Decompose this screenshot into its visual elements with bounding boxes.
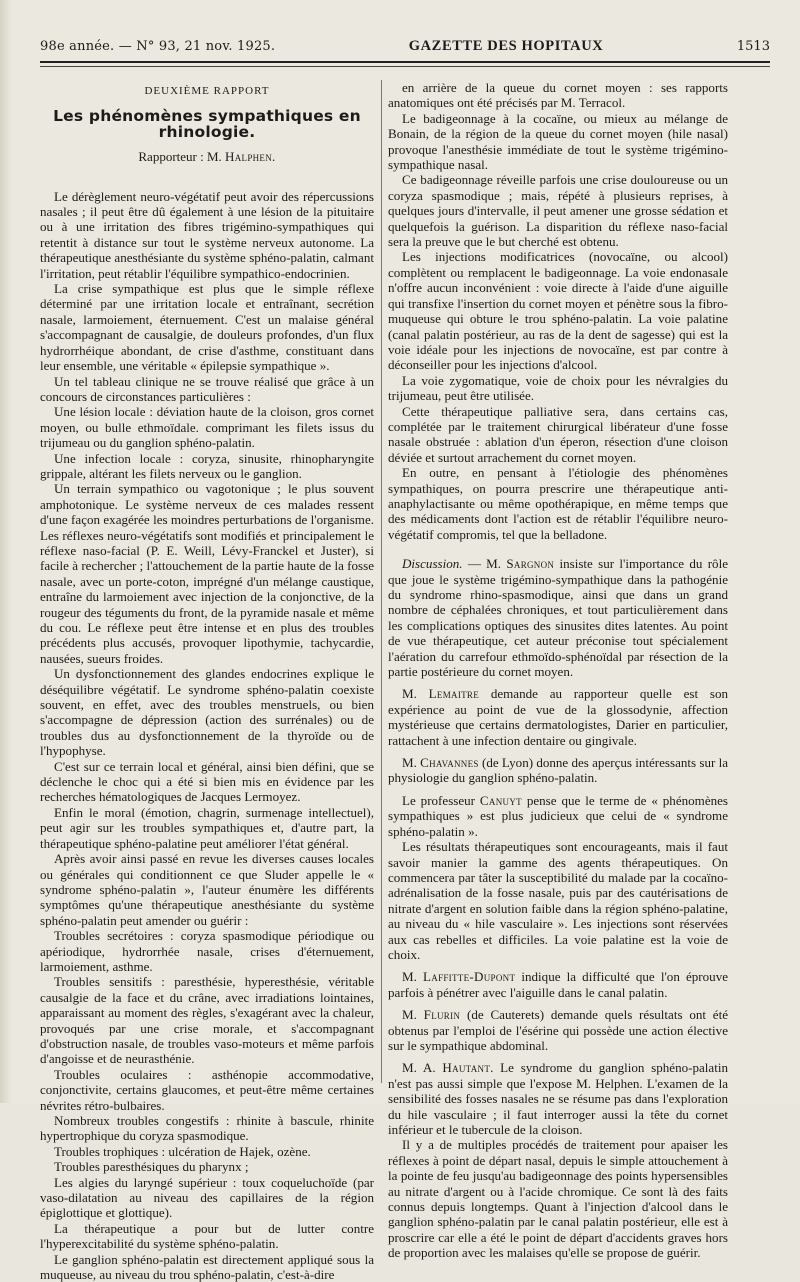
intervention-paragraph	[388, 1060, 728, 1137]
body-paragraph: Nombreux troubles congestifs : rhinite à bascule, rhinite hypertrophique du coryza spasmodique.	[40, 1113, 374, 1144]
speaker-prefix: M.	[402, 686, 429, 702]
intervention-text: demande au rapporteur quelle est son expérience au point de vue de la glossodynie, affection mystérieuse que certains dermatologistes, Darier en particulier, rattachent à une infection dentaire ou gingivale.	[388, 686, 728, 748]
discussion-paragraph	[388, 556, 728, 679]
body-paragraph: Cette thérapeutique palliative sera, dans certains cas, complétée par le traitement chirurgical libérateur d'une fosse nasale obstruée : ablation d'un éperon, résection d'une cloison déviée et surtout arrachement du cornet moyen.	[388, 403, 728, 465]
body-paragraph: Une infection locale : coryza, sinusite, rhinopharyngite grippale, altérant les filets nerveux ou le ganglion.	[40, 450, 374, 481]
body-paragraph: La thérapeutique a pour but de lutter contre l'hyperexcitabilité du système sphéno-palatin.	[40, 1220, 374, 1252]
body-paragraph: C'est sur ce terrain local et général, ainsi bien défini, que se déclenche le choc qui a été si bien mis en évidence par les recherches hématologiques de Jacques Lermoyez.	[40, 758, 374, 805]
left-paragraphs	[40, 189, 374, 1282]
intervention-paragraph	[388, 839, 728, 962]
body-paragraph: Un tel tableau clinique ne se trouve réalisé que grâce à un concours de circonstances particulières :	[40, 373, 374, 404]
discussion-label: Discussion.	[402, 556, 463, 572]
speaker-prefix: M.	[402, 755, 421, 771]
journal-title: GAZETTE DES HOPITAUX	[408, 38, 604, 54]
rapporteur-name: Halphen.	[225, 149, 276, 165]
intervention-paragraph	[388, 969, 728, 1000]
body-paragraph: En outre, en pensant à l'étiologie des phénomènes sympathiques, on pourra prescrire une thérapeutique anti-anaphylactisante ou même opothérapique, en même temps que des médicaments dont l'action est de rétablir l'équilibre neuro-végétatif compromis, tel que la belladone.	[388, 465, 728, 542]
body-paragraph: Troubles paresthésiques du pharynx ;	[54, 1159, 249, 1175]
speaker-name: Lemaitre	[428, 686, 480, 702]
intervention-paragraph	[388, 793, 728, 839]
intervention-text: indique la difficulté que l'on éprouve parfois à pénétrer avec l'aiguille dans le canal palatin.	[388, 969, 729, 1000]
column-divider	[381, 80, 382, 1083]
intervention-paragraph	[388, 755, 728, 786]
speaker-name: Laffitte-Dupont	[423, 969, 516, 985]
body-paragraph: Le badigeonnage à la cocaïne, ou mieux au mélange de Bonain, de la région de la queue du cornet moyen (hile nasal) provoque l'anesthésie immédiate de tout le système trigémino-sympathique nasal.	[388, 110, 728, 173]
body-paragraph: Un terrain sympathico ou vagotonique ; le plus souvent amphotonique. Le système nerveux de ces malades ressent d'une façon exagérée les moindres perturbations de l'organisme. Les réflexes neuro-végétatifs sont modifiés et principalement le réflexe naso-facial (P. E. Weill, Lévy-Franckel et Juster), si facile à rechercher ; l'attouchement de la partie haute de la fosse nasale, avec un porte-coton, imprégné d'un mélange caustique, entraîne du larmoiement avec injection de la conjonctive, de la rougeur des téguments du front, de la pyramide nasale et même du cou. Le réflexe peut être intense et en plus des troubles précédents plus accusés, provoquer lipothymie, tachycardie, nausées, sueurs froides.	[40, 481, 374, 666]
intervention-text: (de Cauterets) demande quels résultats ont été obtenus par l'emploi de l'ésérine qui possède une action élective sur le sympathique abdominal.	[388, 1007, 728, 1053]
right-paragraphs	[388, 80, 728, 542]
issue-info: 98e année. — N° 93, 21 nov. 1925.	[40, 39, 276, 54]
intervention-text: Il y a de multiples procédés de traitement pour apaiser les réflexes à point de départ nasal, depuis le simple attouchement à la pointe de feu jusqu'au badigeonnage des points hypersensibles au nitrate d'argent ou à l'acide chromique. Ce sont là des faits connus depuis longtemps. Quant à l'injection d'alcool dans le ganglion sphéno-palatin par le canal palatin postérieur, elle est à proscrire car elle a été le point de départ d'accidents graves hors de proportion avec les malaises qu'elle se propose de guérir.	[388, 1137, 728, 1261]
body-paragraph: Troubles secrétoires : coryza spasmodique périodique ou apériodique, hydrorrhée nasale, crises d'éternuement, larmoiement, asthme.	[40, 928, 374, 974]
speaker-name: Flurin	[423, 1007, 461, 1023]
intervention-paragraph	[388, 1007, 728, 1053]
intervention-paragraph	[388, 1137, 728, 1260]
body-paragraph: Une lésion locale : déviation haute de la cloison, gros cornet moyen, ou bulle ethmoïdale. comprimant les filets issus du trijumeau ou du ganglion sphéno-palatin.	[40, 404, 374, 451]
speaker-name: Canuyt	[479, 792, 522, 808]
body-paragraph: Enfin le moral (émotion, chagrin, surmenage intellectuel), peut agir sur les troubles sympathiques et, d'autre part, la thérapeutique sphéno-palatine peut améliorer l'état général.	[40, 804, 374, 851]
page-number: 1513	[736, 39, 770, 54]
rapporteur-prefix: Rapporteur : M.	[138, 149, 226, 165]
body-paragraph: Le ganglion sphéno-palatin est directement appliqué sous la muqueuse, au niveau du trou sphéno-palatin, c'est-à-dire	[40, 1251, 374, 1282]
discussion-speaker: Sargnon	[506, 556, 555, 572]
intervention-paragraph	[388, 686, 728, 748]
header-rule-thin	[40, 66, 770, 67]
body-paragraph: Ce badigeonnage réveille parfois une crise douloureuse ou un coryza spasmodique ; mais, répété à plusieurs reprises, à quelques jours d'intervalle, il peut amener une grosse sédation et quelquefois la guérison. La disparition du réflexe naso-facial sera la preuve que le but cherché est obtenu.	[388, 172, 728, 250]
interventions-list	[388, 686, 728, 1260]
intervention-text: (de Lyon) donne des aperçus intéressants sur la physiologie du ganglion sphéno-palatin.	[388, 755, 728, 786]
intervention-text: Les résultats thérapeutiques sont encourageants, mais il faut savoir manier la gamme des agents thérapeutiques. On commencera par tâter la susceptibilité du malade par la cocaïno-adrénalisation de la fosse nasale, puis par des cautérisations de nitrate d'argent en solution faible dans la région sphéno-palatine, au niveau du « hile vasculaire ». Les injections sont réservées aux cas rebelles et difficiles. La voie palatine est la voie de choix.	[388, 839, 728, 962]
body-paragraph: Les injections modificatrices (novocaïne, ou alcool) complètent ou remplacent le badigeonnage. La voie endonasale n'offre aucun inconvénient : voie directe à l'aide d'une aiguille qui transfixe l'insertion du cornet moyen et pénètre sous la fibro-muqueuse qui obture le trou sphéno-palatin. La voie palatine (canal palatin postérieur, au ras de la dent de sagesse) qui est la voie idéale pour les injections de novocaïne, est par contre à déconseiller pour les injections d'alcool.	[388, 249, 728, 373]
body-paragraph: La voie zygomatique, voie de choix pour les névralgies du trijumeau, peut être utilisée.	[388, 372, 728, 404]
right-column	[388, 80, 728, 1261]
left-column	[40, 80, 374, 1282]
speaker-name: Hautant	[442, 1060, 491, 1076]
body-paragraph: Après avoir ainsi passé en revue les diverses causes locales ou générales qui conditionnent ce que Sluder appelle le « syndrome sphéno-palatin », l'auteur énumère les différents symptômes qu'une thérapeutique anesthésiante du système sphéno-palatin peut amender ou guérir :	[40, 851, 374, 928]
body-paragraph: Troubles oculaires : asthénopie accommodative, conjonctivite, certains glaucomes, et peut-être même certaines névrites rétro-bulbaires.	[40, 1066, 374, 1113]
body-paragraph: Troubles sensitifs : paresthésie, hyperesthésie, véritable causalgie de la face et du crâne, avec irradiations lointaines, apparaissant au moment des règles, s'exagérant avec la chaleur, provoqués par une crise morale, et s'accompagnant d'obstruction nasale, de troubles vaso-moteurs et même parfois d'angoisse et de neurasthénie.	[40, 974, 374, 1067]
rapporteur-line	[40, 149, 374, 164]
speaker-prefix: M.	[402, 969, 423, 985]
speaker-name: Chavannes	[420, 755, 479, 771]
body-paragraph: Un dysfonctionnement des glandes endocrines explique le déséquilibre végétatif. Le syndrome sphéno-palatin coexiste souvent, en effet, avec des troubles menstruels, ou bien s'accompagne de dépression (action des surrénales) ou de troubles dus au dysfonctionnement de la thyroïde ou de l'hypophyse.	[40, 666, 374, 759]
article-title: Les phénomènes sympathiques en rhinologie.	[53, 107, 361, 141]
intervention-text: . Le syndrome du ganglion sphéno-palatin n'est pas aussi simple que l'expose M. Helphen. L'examen de la sensibilité des fosses nasales ne se résume pas dans l'exploration du hile vasculaire ; il faut interroger aussi la tête du cornet inférieur et le tubercule de la cloison.	[388, 1060, 728, 1137]
page-header	[40, 38, 770, 60]
speaker-prefix: Le professeur	[402, 792, 480, 808]
section-label: DEUXIÈME RAPPORT	[144, 85, 270, 97]
body-paragraph: Les algies du laryngé supérieur : toux coqueluchoïde (par vaso-dilatation au niveau des capillaires de la région épiglottique et glottique).	[40, 1174, 374, 1221]
speaker-prefix: M. A.	[402, 1060, 443, 1076]
speaker-prefix: M.	[402, 1007, 424, 1023]
body-paragraph: Le dérèglement neuro-végétatif peut avoir des répercussions nasales ; il peut être dû également à une lésion de la pituitaire ou à une irritation des fibres trigémino-sympathiques qui retentit à distance sur tout le système nerveux autonome. La thérapeutique anesthésiante du système sphéno-palatin, calmant l'irritation, peut rétablir l'équilibre sympathico-endocrinien.	[40, 188, 374, 281]
discussion-text: insiste sur l'importance du rôle que joue le système trigémino-sympathique dans la pathogénie du syndrome rhino-spasmodique, ainsi que dans un grand nombre de céphalées chroniques, et tout particulièrement dans les complications optiques des sinusites dites latentes. Au point de vue thérapeutique, cet auteur préconise tout spécialement l'aération du carrefour ethmoïdo-sphénoïdal par résection de la partie postérieure du cornet moyen.	[388, 556, 728, 680]
body-paragraph: en arrière de la queue du cornet moyen : ses rapports anatomiques ont été précisés par M. Terracol.	[388, 80, 728, 111]
page-edge-shadow	[0, 0, 12, 1103]
body-paragraph: La crise sympathique est plus que le simple réflexe déterminé par une irritation locale et entraînant, secrétion nasale, larmoiement, éternuement. C'est un malaise général s'accompagnant de causalgie, de douleurs profondes, d'un flux hydrorrhéique abondant, de crise d'asthme, constituant dans leur ensemble, une véritable « épilepsie sympathique ».	[40, 281, 374, 374]
discussion-dash: — M.	[462, 556, 507, 572]
body-paragraph: Troubles trophiques : ulcération de Hajek, ozène.	[54, 1143, 311, 1159]
header-rule-thick	[40, 61, 770, 63]
intervention-text: pense que le terme de « phénomènes sympathiques » est plus judicieux que celui de « syndrome sphéno-palatin ».	[388, 792, 728, 839]
